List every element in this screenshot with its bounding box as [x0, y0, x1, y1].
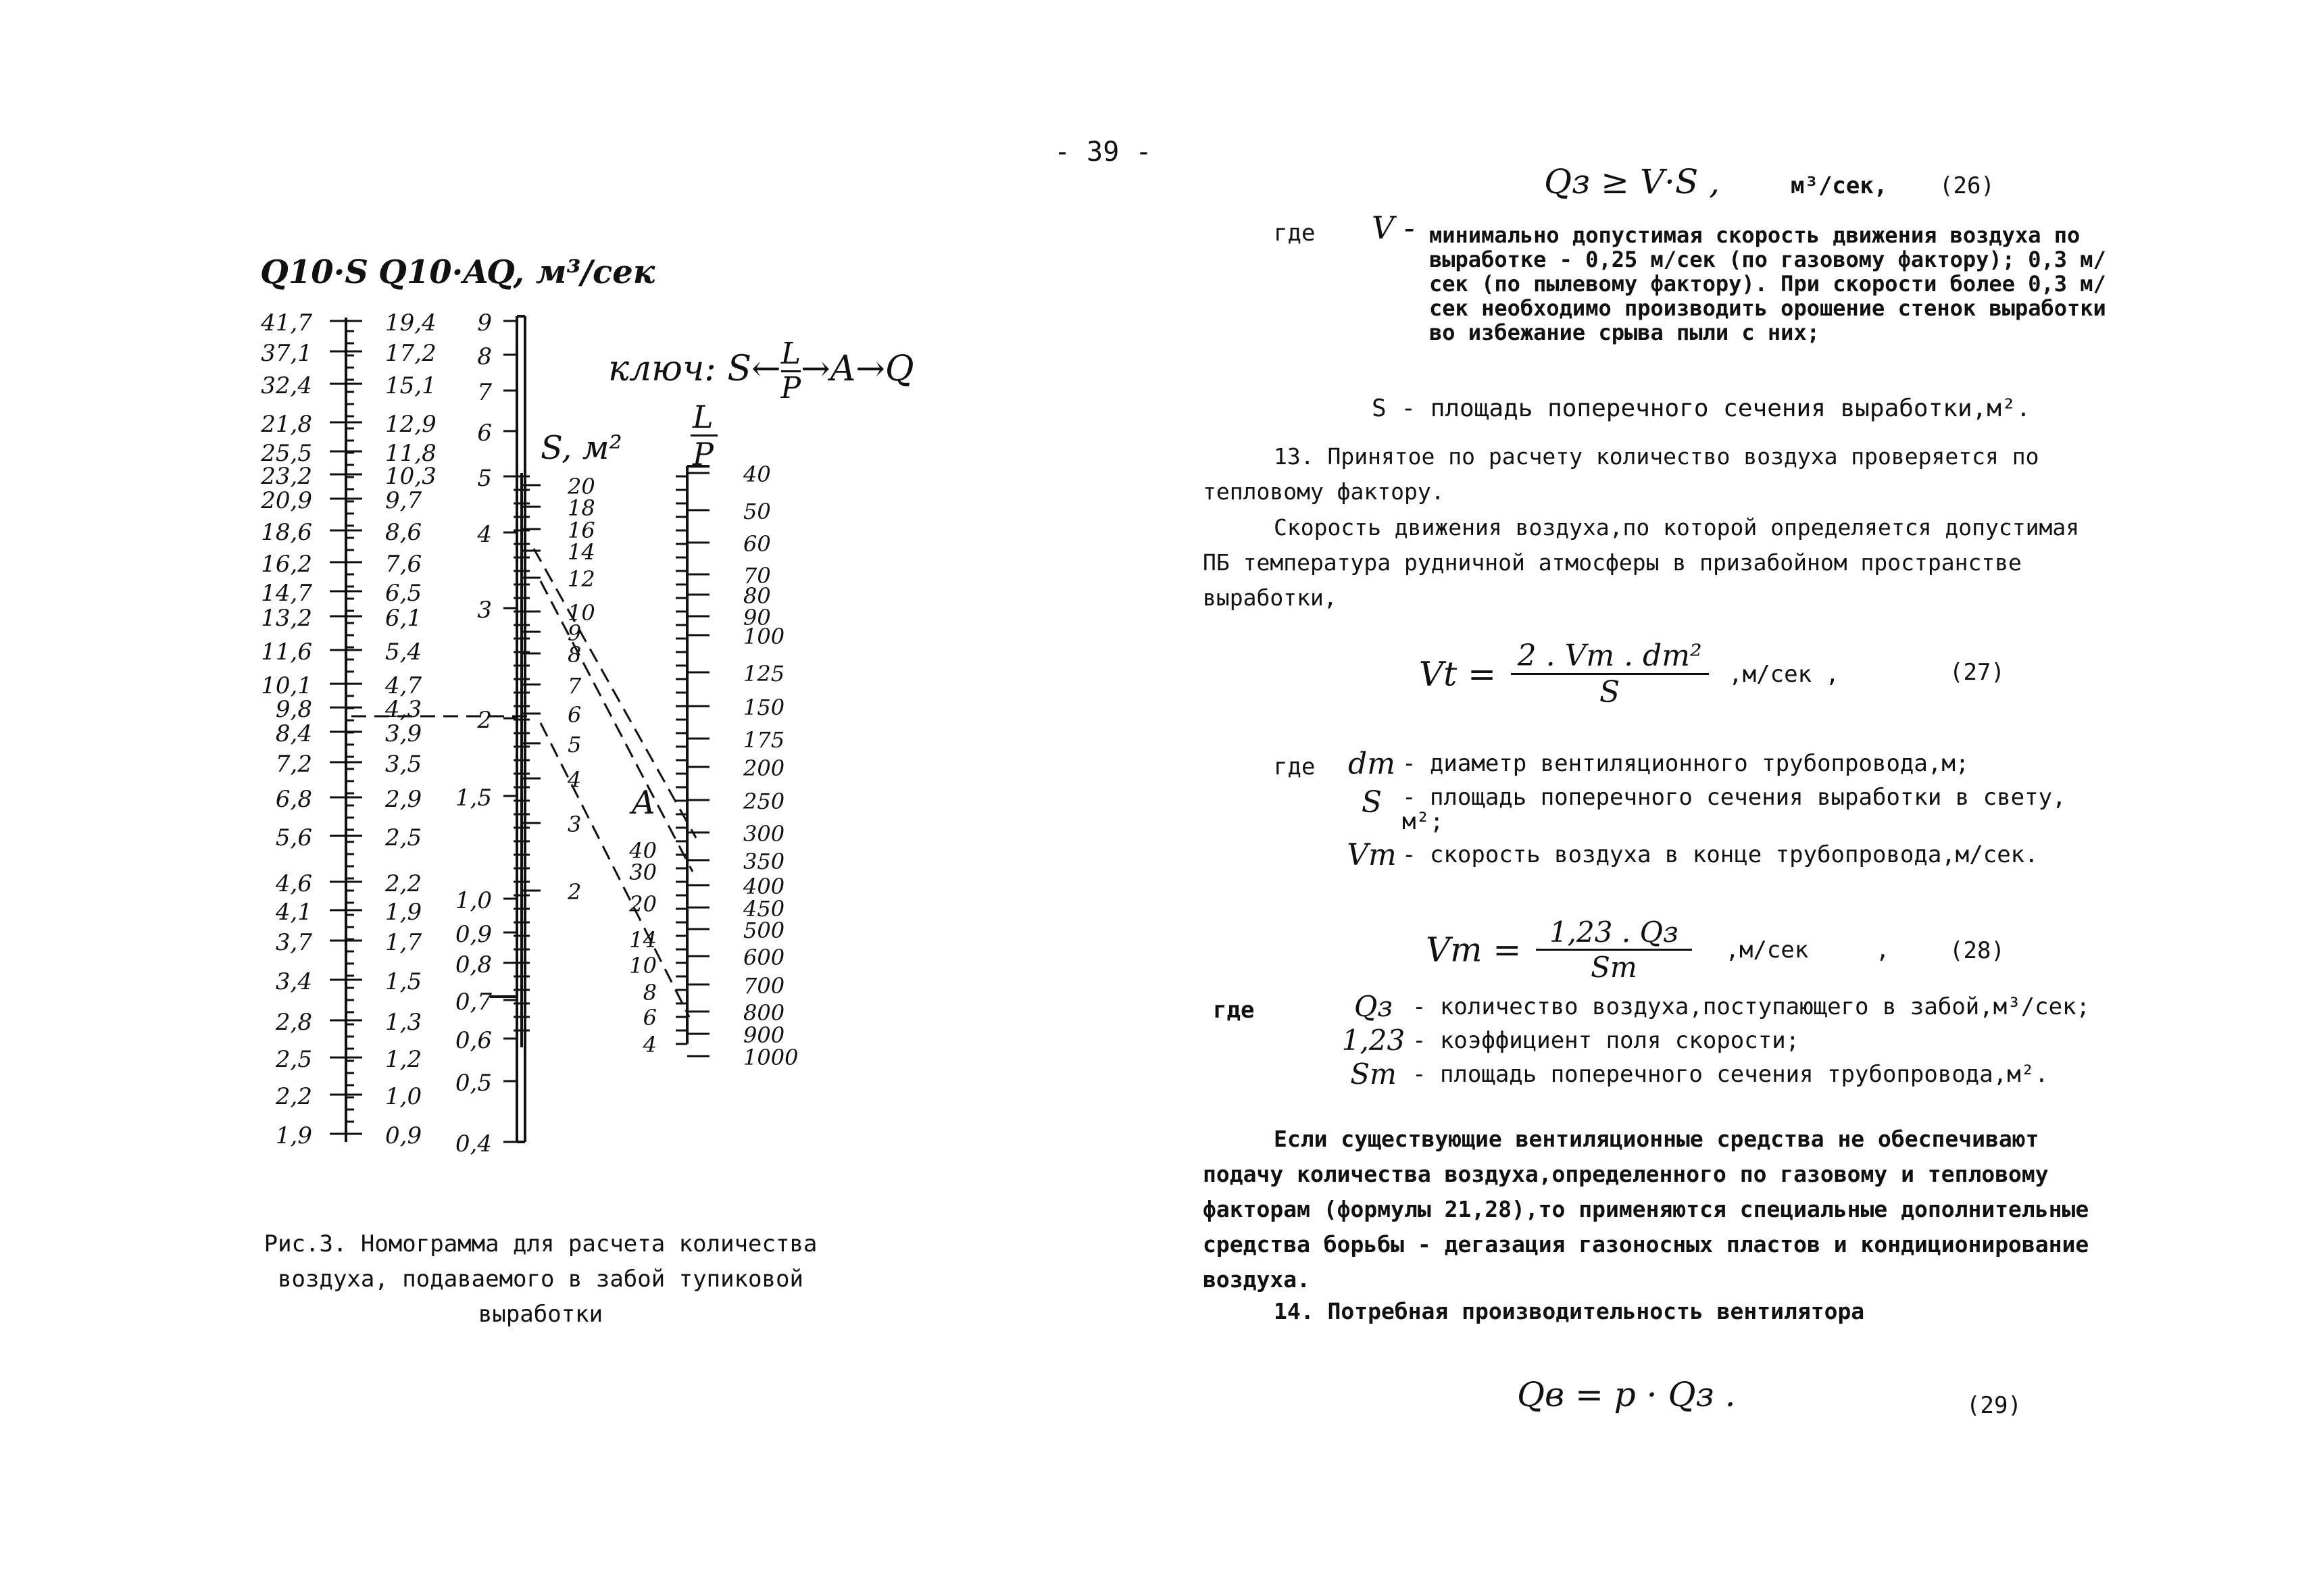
formula-29: Qв = p · Qз . [1517, 1375, 1736, 1414]
q-tick-label: 7 [477, 379, 492, 406]
q10a-tick-label: 1,9 [385, 899, 422, 926]
q-tick-label: 9 [477, 309, 492, 336]
q10a-tick-label: 3,5 [385, 751, 422, 778]
q10a-tick-label: 7,6 [385, 551, 422, 578]
q10s-tick-label: 1,9 [275, 1122, 312, 1149]
formula-27 [1419, 639, 1839, 709]
q10s-tick-label: 9,8 [275, 696, 312, 723]
q10a-tick-label: 8,6 [385, 519, 422, 546]
key-q: Q [885, 349, 914, 389]
lp-tick-label: 1000 [743, 1045, 799, 1070]
key-dashed-line-3 [541, 723, 689, 1017]
where-28-text: - площадь поперечного сечения трубопровода,м². [1412, 1061, 2049, 1088]
paragraph-14: 14. Потребная производительность вентилятора [1274, 1298, 1865, 1324]
formula-28-numerator: 1,23 . Qз [1536, 916, 1692, 951]
s-tick-label: 3 [568, 812, 582, 837]
q10s-tick-label: 11,6 [261, 639, 312, 666]
where-27-item [1341, 747, 2105, 781]
q-tick-label: 0,4 [455, 1130, 492, 1157]
where-28-symbol: Qз [1353, 990, 1393, 1023]
q10s-tick-label: 20,9 [261, 487, 312, 514]
q-tick-label: 0,6 [455, 1027, 492, 1054]
q-scale-title: Q, м³/сек [487, 253, 655, 291]
q10s-tick-label: 3,4 [275, 968, 312, 995]
lp-tick-label: 500 [743, 918, 785, 943]
where-28-symbol: Sт [1350, 1057, 1397, 1091]
s-tick-label: 6 [568, 702, 582, 728]
q10s-tick-label: 8,4 [275, 720, 312, 747]
lp-tick-label: 900 [743, 1022, 785, 1048]
caption-line: воздуха, подаваемого в забой тупиковой [278, 1266, 803, 1293]
q10s-tick-label: 18,6 [261, 519, 312, 546]
a-tick-label: 6 [643, 1005, 657, 1030]
q10a-tick-label: 6,1 [385, 605, 422, 632]
q10s-tick-label: 25,5 [261, 440, 312, 467]
q10s-tick-label: 21,8 [261, 411, 312, 438]
nomogram-key: ключ: S← $\frac{L}{P}$ →A→Q [608, 336, 914, 405]
s-scale-title: S, м² [541, 429, 622, 467]
lp-tick-label: 150 [743, 695, 785, 720]
formula-28 [1426, 916, 1889, 984]
a-scale-title: A [632, 784, 655, 822]
key-dashed-line-1 [534, 549, 696, 838]
paragraph-special-measures: Если существующие вентиляционные средства не обеспечивают подачу количества воздуха,определенного по газовому и тепловому факторам (формулы 21,28),то применяются специальные дополнительные средства борьбы - дегазация газоносных пластов и кондиционирование воздуха. [1203, 1126, 2089, 1293]
s-tick-label: 5 [568, 732, 582, 757]
v-symbol: V - [1372, 209, 1415, 246]
formula-27-number: (27) [1949, 659, 2005, 686]
q10s-tick-label: 2,2 [275, 1083, 312, 1110]
q-tick-label: 0,7 [455, 989, 492, 1016]
q10a-tick-label: 17,2 [385, 340, 437, 367]
formula-26: Qз ≥ V·S , [1544, 162, 1720, 201]
q10a-tick-label: 1,0 [385, 1083, 422, 1110]
key-dashed-line-2 [541, 581, 693, 872]
key-fraction-bottom: P [780, 371, 801, 405]
q-tick-label: 8 [477, 343, 492, 370]
where-27-item [1341, 838, 2105, 872]
s-tick-label: 4 [568, 767, 582, 793]
q10a-tick-label: 4,3 [385, 696, 422, 723]
q10a-tick-label: 6,5 [385, 580, 422, 607]
q10a-tick-label: 1,2 [385, 1046, 422, 1073]
a-tick-label: 4 [643, 1032, 657, 1057]
q10a-tick-label: 2,9 [385, 786, 422, 813]
q-tick-label: 1,0 [455, 887, 492, 914]
q10a-tick-label: 0,9 [385, 1122, 422, 1149]
lp-tick-label: 450 [743, 896, 785, 922]
q10a-tick-label: 5,4 [385, 639, 422, 666]
q10s-tick-label: 13,2 [261, 605, 312, 632]
formula-27-fraction [1511, 639, 1709, 709]
where-28-item [1335, 990, 2112, 1024]
lp-tick-label: 400 [743, 874, 785, 899]
formula-27-denominator: S [1599, 675, 1620, 709]
lp-tick-label: 125 [743, 661, 785, 687]
q10a-tick-label: 11,8 [385, 440, 437, 467]
q10s-tick-label: 14,7 [261, 580, 312, 607]
q-tick-label: 5 [477, 465, 492, 492]
lp-scale-title-bottom: P [693, 436, 714, 472]
lp-tick-label: 80 [743, 583, 771, 609]
where-27-text: - диаметр вентиляционного трубопровода,м; [1402, 750, 1970, 777]
lp-tick-label: 200 [743, 755, 785, 781]
s-tick-label: 16 [568, 518, 595, 543]
q10a-tick-label: 12,9 [385, 411, 437, 438]
q10s-tick-label: 4,6 [275, 870, 312, 897]
lp-tick-label: 100 [743, 624, 785, 649]
where-28-text: - количество воздуха,поступающего в забой,м³/сек; [1412, 993, 2091, 1020]
lp-tick-label: 70 [743, 563, 771, 589]
q10a-tick-label: 15,1 [385, 372, 437, 399]
q-tick-label: 2 [477, 707, 492, 734]
formula-28-number: (28) [1949, 937, 2005, 964]
q-tick-label: 1,5 [455, 784, 492, 812]
lp-tick-label: 350 [743, 849, 785, 874]
formula-28-units: ,м/сек [1725, 936, 1809, 964]
lp-tick-label: 40 [743, 462, 771, 487]
where-27-item [1341, 785, 2105, 834]
paragraph-speed: Скорость движения воздуха,по которой определяется допустимая ПБ температура рудничной атмосферы в призабойном пространстве выработки, [1203, 514, 2080, 611]
lp-tick-label: 800 [743, 1000, 785, 1026]
lp-tick-label: 90 [743, 605, 771, 630]
a-tick-label: 20 [629, 891, 657, 917]
s-tick-label: 8 [568, 642, 582, 668]
lp-tick-label: 50 [743, 499, 771, 524]
q-tick-label: 0,8 [455, 951, 492, 978]
formula-27-numerator: 2 . Vт . dт² [1511, 639, 1709, 675]
a-tick-label: 10 [629, 953, 657, 978]
formula-28-denominator: Sт [1591, 951, 1637, 984]
where-28-list [1335, 990, 2112, 1091]
s-tick-label: 9 [568, 620, 582, 646]
where-27-list [1341, 747, 2105, 872]
q10s-tick-label: 2,5 [275, 1046, 312, 1073]
nomogram-figure [0, 0, 1149, 1216]
q10s-tick-label: 32,4 [261, 372, 312, 399]
formula-28-fraction [1536, 916, 1692, 984]
s-tick-label: 14 [568, 539, 595, 565]
q10s-tick-label: 4,1 [275, 899, 312, 926]
q-tick-label: 3 [477, 597, 492, 624]
where-28-item [1335, 1024, 2112, 1057]
v-definition: минимально допустимая скорость движения воздуха по выработке - 0,25 м/сек (по газовому фактору); 0,3 м/сек (по пылевому фактору). При скорости более 0,3 м/сек необходимо производить орошение стенок выработки во избежание срыва пыли с них; [1429, 222, 2106, 345]
lp-tick-label: 175 [743, 727, 785, 753]
formula-28-comma: , [1875, 936, 1890, 964]
q10s-tick-label: 16,2 [261, 551, 312, 578]
s-tick-label: 7 [568, 673, 582, 699]
q10a-tick-label: 1,3 [385, 1009, 422, 1036]
q10s-tick-label: 3,7 [275, 929, 312, 956]
formula-27-lhs: Vt = [1419, 654, 1496, 694]
lp-tick-label: 250 [743, 789, 785, 814]
caption-line: Рис.3. Номограмма для расчета количества [264, 1230, 818, 1257]
q10a-tick-label: 9,7 [385, 487, 422, 514]
q10s-scale-title: Q10·S [260, 253, 368, 291]
q10a-tick-label: 2,2 [385, 870, 422, 897]
where-27-symbol: Vт [1347, 838, 1397, 872]
where-27-symbol: dт [1348, 747, 1395, 781]
lp-tick-label: 700 [743, 973, 785, 999]
lp-tick-label: 300 [743, 821, 785, 847]
q-tick-label: 6 [477, 420, 492, 447]
a-tick-label: 8 [643, 980, 657, 1005]
where-28-item [1335, 1057, 2112, 1091]
s-tick-label: 12 [568, 566, 595, 592]
where-label: где [1274, 220, 1316, 247]
where-27-text: - скорость воздуха в конце трубопровода,м/сек. [1402, 841, 2039, 868]
q10s-tick-label: 23,2 [261, 463, 312, 490]
lp-scale-title-top: L [693, 399, 714, 435]
q10s-tick-label: 10,1 [261, 672, 312, 699]
q10a-tick-label: 3,9 [385, 720, 422, 747]
a-tick-label: 40 [629, 838, 657, 864]
s-tick-label: 10 [568, 600, 595, 626]
q10s-tick-label: 37,1 [261, 340, 312, 367]
s-definition: S - площадь поперечного сечения выработки,м². [1372, 395, 2031, 422]
formula-29-number: (29) [1966, 1392, 2022, 1419]
q-tick-label: 4 [477, 521, 492, 548]
key-fraction [781, 338, 801, 405]
key-fraction-top: L [780, 336, 801, 371]
q10s-tick-label: 6,8 [275, 786, 312, 813]
q-tick-label: 0,5 [455, 1070, 492, 1097]
formula-27-units: ,м/сек , [1728, 660, 1839, 688]
a-tick-label: 30 [629, 859, 657, 885]
q10s-tick-label: 41,7 [261, 309, 312, 336]
lp-tick-label: 600 [743, 945, 785, 970]
where-27-text: - площадь поперечного сечения выработки в свету, м²; [1402, 784, 2066, 835]
where-28-symbol: 1,23 [1341, 1024, 1405, 1057]
q10a-tick-label: 4,7 [385, 672, 422, 699]
key-a: A [830, 349, 856, 389]
where-27-label: где [1274, 753, 1316, 780]
formula-28-lhs: Vт = [1426, 930, 1522, 970]
q10a-scale-title: Q10·A [378, 253, 489, 291]
q10s-tick-label: 5,6 [275, 824, 312, 851]
figure-caption [223, 1226, 858, 1332]
s-tick-label: 2 [568, 879, 582, 905]
formula-26-number: (26) [1939, 172, 1995, 199]
paragraph-13: 13. Принятое по расчету количество воздуха проверяется по тепловому фактору. [1203, 443, 2039, 505]
q10a-tick-label: 10,3 [385, 463, 437, 490]
where-27-symbol: S [1361, 785, 1383, 820]
where-28-label: где [1213, 997, 1255, 1024]
q10a-tick-label: 1,7 [385, 929, 422, 956]
page-number: - 39 - [1054, 136, 1152, 168]
s-tick-label: 20 [568, 474, 595, 499]
q10a-tick-label: 2,5 [385, 824, 422, 851]
q10s-tick-label: 2,8 [275, 1009, 312, 1036]
q10s-tick-label: 7,2 [275, 751, 312, 778]
lp-tick-label: 60 [743, 531, 771, 557]
caption-line: выработки [478, 1301, 603, 1328]
q-tick-label: 0,9 [455, 921, 492, 948]
q10a-tick-label: 1,5 [385, 968, 422, 995]
s-tick-label: 18 [568, 495, 595, 521]
formula-26-units: м³/сек, [1791, 172, 1888, 199]
a-tick-label: 14 [629, 927, 657, 953]
where-28-text: - коэффициент поля скорости; [1412, 1027, 1800, 1054]
key-prefix: ключ: S [608, 349, 751, 389]
q10a-tick-label: 19,4 [385, 309, 437, 336]
